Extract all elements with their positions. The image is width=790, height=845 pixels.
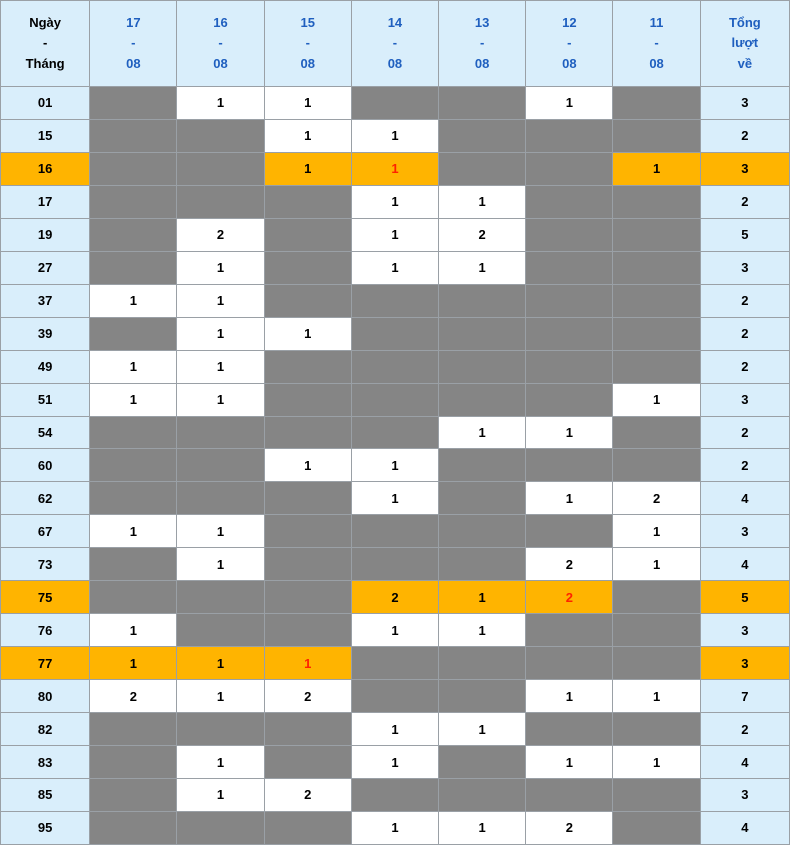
header-date-column[interactable] — [177, 1, 264, 87]
data-cell-empty — [439, 779, 526, 812]
data-cell: 1 — [177, 284, 264, 317]
data-cell-empty — [613, 218, 700, 251]
data-cell-empty — [351, 317, 438, 350]
row-total: 2 — [700, 119, 789, 152]
table-row — [1, 647, 790, 680]
data-cell: 2 — [526, 548, 613, 581]
data-cell-empty — [264, 350, 351, 383]
data-cell: 1 — [351, 152, 438, 185]
row-day-label[interactable]: 60 — [1, 449, 90, 482]
header-total-line: Tổng — [728, 15, 761, 31]
header-day-month-line: Ngày — [29, 15, 62, 31]
data-cell: 1 — [177, 251, 264, 284]
data-cell-empty — [264, 383, 351, 416]
data-cell: 1 — [177, 746, 264, 779]
row-total: 2 — [700, 350, 789, 383]
header-date-line: - — [392, 35, 398, 51]
data-cell-empty — [264, 581, 351, 614]
row-total: 3 — [700, 647, 789, 680]
data-cell-empty — [351, 284, 438, 317]
table-row — [1, 614, 790, 647]
table-header — [1, 1, 790, 87]
data-cell-empty — [526, 713, 613, 746]
row-total: 4 — [700, 746, 789, 779]
data-cell: 1 — [526, 746, 613, 779]
data-cell: 1 — [177, 548, 264, 581]
data-cell-empty — [351, 647, 438, 680]
row-day-label[interactable]: 37 — [1, 284, 90, 317]
data-cell: 1 — [613, 383, 700, 416]
header-date-line: - — [654, 35, 659, 51]
data-cell: 1 — [264, 317, 351, 350]
data-cell-empty — [526, 383, 613, 416]
data-cell-empty — [439, 119, 526, 152]
data-cell-empty — [90, 746, 177, 779]
row-total: 3 — [700, 614, 789, 647]
row-day-label[interactable]: 17 — [1, 185, 90, 218]
data-cell: 1 — [351, 713, 438, 746]
data-cell: 1 — [613, 515, 700, 548]
data-cell-empty — [613, 317, 700, 350]
row-day-label[interactable]: 19 — [1, 218, 90, 251]
data-cell-empty — [90, 449, 177, 482]
header-date-line: - — [218, 35, 223, 51]
header-date-line: 08 — [126, 55, 141, 71]
data-cell-empty — [439, 87, 526, 120]
data-cell: 1 — [177, 383, 264, 416]
data-cell-empty — [351, 680, 438, 713]
data-cell-empty — [613, 416, 700, 449]
row-day-label[interactable]: 80 — [1, 680, 90, 713]
header-date-line: 08 — [562, 55, 577, 71]
table-row — [1, 713, 790, 746]
data-cell-empty — [613, 87, 700, 120]
data-cell-empty — [264, 614, 351, 647]
data-cell-empty — [613, 284, 700, 317]
table-row — [1, 317, 790, 350]
data-cell-empty — [177, 416, 264, 449]
row-total: 3 — [700, 251, 789, 284]
data-cell-empty — [351, 548, 438, 581]
data-cell-empty — [613, 811, 700, 844]
row-total: 3 — [700, 152, 789, 185]
data-cell-empty — [526, 449, 613, 482]
data-cell: 2 — [439, 218, 526, 251]
data-cell: 2 — [613, 482, 700, 515]
data-cell: 1 — [351, 251, 438, 284]
data-cell-empty — [90, 482, 177, 515]
data-cell: 1 — [177, 350, 264, 383]
table-row — [1, 449, 790, 482]
data-cell: 1 — [526, 680, 613, 713]
data-cell: 1 — [351, 811, 438, 844]
row-day-label[interactable]: 49 — [1, 350, 90, 383]
data-cell-empty — [264, 185, 351, 218]
data-cell-empty — [264, 515, 351, 548]
row-total: 5 — [700, 581, 789, 614]
row-day-label[interactable]: 27 — [1, 251, 90, 284]
data-cell-empty — [613, 581, 700, 614]
row-total: 2 — [700, 416, 789, 449]
data-cell-empty — [526, 317, 613, 350]
data-cell: 1 — [526, 482, 613, 515]
table-row — [1, 284, 790, 317]
table-body — [1, 87, 790, 845]
data-cell-empty — [439, 680, 526, 713]
header-date-column[interactable] — [526, 1, 613, 87]
header-total-line: lượt — [731, 35, 759, 51]
data-cell-empty — [90, 811, 177, 844]
header-date-line: 13 — [474, 15, 490, 31]
data-cell: 1 — [613, 746, 700, 779]
data-cell-empty — [526, 350, 613, 383]
row-day-label[interactable]: 62 — [1, 482, 90, 515]
data-cell: 1 — [264, 449, 351, 482]
table-row — [1, 515, 790, 548]
header-date-line: - — [567, 35, 572, 51]
data-cell: 1 — [351, 614, 438, 647]
data-cell-empty — [613, 350, 700, 383]
data-cell-empty — [439, 350, 526, 383]
row-total: 4 — [700, 811, 789, 844]
row-total: 2 — [700, 317, 789, 350]
data-cell-empty — [613, 449, 700, 482]
row-total: 2 — [700, 713, 789, 746]
data-cell-empty — [439, 515, 526, 548]
row-day-label[interactable]: 67 — [1, 515, 90, 548]
table-row — [1, 581, 790, 614]
row-total: 2 — [700, 284, 789, 317]
data-cell-empty — [177, 811, 264, 844]
header-day-month-line: Tháng — [25, 55, 65, 71]
data-cell-empty — [90, 87, 177, 120]
header-date-column[interactable] — [439, 1, 526, 87]
row-day-label[interactable]: 75 — [1, 581, 90, 614]
data-cell-empty — [351, 350, 438, 383]
data-cell-empty — [526, 152, 613, 185]
header-date-line: 11 — [649, 15, 664, 31]
data-cell: 1 — [613, 680, 700, 713]
row-day-label[interactable]: 83 — [1, 746, 90, 779]
data-cell-empty — [613, 779, 700, 812]
header-date-column[interactable] — [351, 1, 438, 87]
data-cell-empty — [613, 119, 700, 152]
data-cell-empty — [264, 251, 351, 284]
table-row — [1, 779, 790, 812]
data-cell-empty — [439, 647, 526, 680]
row-day-label[interactable]: 77 — [1, 647, 90, 680]
data-cell-empty — [177, 152, 264, 185]
data-cell-empty — [526, 251, 613, 284]
row-day-label[interactable]: 51 — [1, 383, 90, 416]
data-cell-empty — [90, 416, 177, 449]
data-cell: 1 — [90, 647, 177, 680]
data-cell-empty — [613, 251, 700, 284]
data-cell-empty — [439, 449, 526, 482]
row-total: 4 — [700, 482, 789, 515]
header-row — [1, 1, 790, 87]
row-total: 2 — [700, 185, 789, 218]
header-date-line: 08 — [300, 55, 315, 71]
table-row — [1, 218, 790, 251]
data-cell-empty — [177, 185, 264, 218]
header-date-column[interactable] — [264, 1, 351, 87]
data-cell-empty — [264, 218, 351, 251]
data-cell-empty — [264, 811, 351, 844]
data-cell-empty — [526, 119, 613, 152]
table-row — [1, 811, 790, 844]
header-total-line: về — [737, 55, 753, 71]
header-date-line: 08 — [474, 55, 490, 71]
data-cell-empty — [526, 185, 613, 218]
data-cell-empty — [439, 746, 526, 779]
row-total: 3 — [700, 515, 789, 548]
data-cell-empty — [90, 152, 177, 185]
data-cell: 1 — [177, 87, 264, 120]
header-date-line: 16 — [213, 15, 228, 31]
data-cell: 1 — [177, 317, 264, 350]
data-cell: 1 — [613, 548, 700, 581]
data-cell-empty — [439, 482, 526, 515]
data-cell-empty — [613, 647, 700, 680]
data-cell: 1 — [177, 647, 264, 680]
data-cell-empty — [439, 317, 526, 350]
data-cell: 1 — [439, 811, 526, 844]
data-cell: 2 — [351, 581, 438, 614]
row-day-label[interactable]: 82 — [1, 713, 90, 746]
data-cell: 1 — [613, 152, 700, 185]
data-cell: 1 — [90, 614, 177, 647]
data-cell: 1 — [351, 482, 438, 515]
data-cell-empty — [264, 416, 351, 449]
data-cell: 1 — [526, 416, 613, 449]
data-cell-empty — [351, 383, 438, 416]
data-cell: 1 — [439, 581, 526, 614]
data-cell-empty — [526, 515, 613, 548]
row-day-label[interactable]: 16 — [1, 152, 90, 185]
header-date-line: 12 — [562, 15, 577, 31]
data-cell: 1 — [264, 152, 351, 185]
data-cell: 1 — [90, 383, 177, 416]
data-cell-empty — [177, 449, 264, 482]
data-cell-empty — [613, 614, 700, 647]
data-cell: 1 — [439, 614, 526, 647]
data-cell-empty — [90, 779, 177, 812]
header-date-line: 17 — [126, 15, 141, 31]
data-cell-empty — [264, 482, 351, 515]
data-cell-empty — [177, 482, 264, 515]
data-cell-empty — [526, 284, 613, 317]
row-total: 4 — [700, 548, 789, 581]
data-cell-empty — [90, 713, 177, 746]
header-date-line: - — [305, 35, 310, 51]
data-cell: 1 — [177, 680, 264, 713]
row-total: 3 — [700, 383, 789, 416]
data-cell-empty — [613, 185, 700, 218]
data-cell-empty — [351, 87, 438, 120]
data-cell: 2 — [526, 811, 613, 844]
data-cell-empty — [526, 614, 613, 647]
row-day-label[interactable]: 95 — [1, 811, 90, 844]
data-cell-empty — [264, 284, 351, 317]
data-cell-empty — [439, 383, 526, 416]
data-cell: 1 — [351, 218, 438, 251]
row-total: 3 — [700, 87, 789, 120]
data-cell-empty — [351, 779, 438, 812]
data-cell: 1 — [177, 779, 264, 812]
data-cell-empty — [90, 548, 177, 581]
data-cell-empty — [90, 119, 177, 152]
data-cell-empty — [90, 185, 177, 218]
data-cell-empty — [351, 416, 438, 449]
data-cell-empty — [264, 713, 351, 746]
table-row — [1, 548, 790, 581]
header-date-line: 15 — [300, 15, 315, 31]
data-cell: 1 — [439, 713, 526, 746]
row-day-label[interactable]: 39 — [1, 317, 90, 350]
data-cell-empty — [264, 746, 351, 779]
row-day-label[interactable]: 76 — [1, 614, 90, 647]
data-cell: 1 — [351, 746, 438, 779]
header-date-line: 14 — [387, 15, 403, 31]
table-row — [1, 383, 790, 416]
table-row — [1, 350, 790, 383]
header-date-line: - — [131, 35, 136, 51]
data-cell-empty — [613, 713, 700, 746]
data-cell-empty — [526, 647, 613, 680]
data-cell-empty — [439, 548, 526, 581]
data-cell-empty — [526, 218, 613, 251]
data-cell: 2 — [90, 680, 177, 713]
data-cell: 2 — [264, 680, 351, 713]
data-cell: 1 — [90, 515, 177, 548]
data-cell-empty — [439, 152, 526, 185]
data-cell: 1 — [90, 350, 177, 383]
header-date-line: 08 — [649, 55, 664, 71]
row-day-label[interactable]: 01 — [1, 87, 90, 120]
row-total: 5 — [700, 218, 789, 251]
header-date-line: - — [479, 35, 485, 51]
header-day-month — [1, 1, 90, 87]
data-cell-empty — [90, 251, 177, 284]
data-cell-empty — [351, 515, 438, 548]
row-day-label[interactable]: 54 — [1, 416, 90, 449]
data-cell: 1 — [264, 119, 351, 152]
data-cell-empty — [177, 713, 264, 746]
table-row — [1, 482, 790, 515]
table-row — [1, 251, 790, 284]
row-day-label[interactable]: 15 — [1, 119, 90, 152]
data-cell-empty — [90, 581, 177, 614]
data-cell: 1 — [264, 647, 351, 680]
data-cell: 2 — [264, 779, 351, 812]
data-cell: 1 — [90, 284, 177, 317]
data-cell-empty — [90, 218, 177, 251]
table-row — [1, 185, 790, 218]
table-row — [1, 87, 790, 120]
table-row — [1, 746, 790, 779]
table-row — [1, 680, 790, 713]
header-date-column[interactable] — [90, 1, 177, 87]
data-cell-empty — [526, 779, 613, 812]
row-total: 2 — [700, 449, 789, 482]
data-cell-empty — [439, 284, 526, 317]
data-cell: 1 — [351, 185, 438, 218]
data-cell: 1 — [526, 87, 613, 120]
header-day-month-line: - — [42, 35, 48, 51]
data-cell: 1 — [439, 185, 526, 218]
table-row — [1, 152, 790, 185]
data-cell-empty — [264, 548, 351, 581]
row-day-label[interactable]: 73 — [1, 548, 90, 581]
header-date-line: 08 — [213, 55, 228, 71]
row-day-label[interactable]: 85 — [1, 779, 90, 812]
data-cell: 1 — [264, 87, 351, 120]
data-cell: 1 — [351, 449, 438, 482]
data-cell-empty — [90, 317, 177, 350]
header-total — [700, 1, 789, 87]
header-date-line: 08 — [387, 55, 403, 71]
header-date-column[interactable] — [613, 1, 700, 87]
row-total: 7 — [700, 680, 789, 713]
data-cell: 1 — [439, 251, 526, 284]
data-cell-empty — [177, 581, 264, 614]
data-cell: 2 — [177, 218, 264, 251]
row-total: 3 — [700, 779, 789, 812]
data-cell: 1 — [439, 416, 526, 449]
data-cell: 2 — [526, 581, 613, 614]
data-cell-empty — [177, 119, 264, 152]
table-row — [1, 119, 790, 152]
data-cell: 1 — [177, 515, 264, 548]
data-cell-empty — [177, 614, 264, 647]
table-row — [1, 416, 790, 449]
data-cell: 1 — [351, 119, 438, 152]
